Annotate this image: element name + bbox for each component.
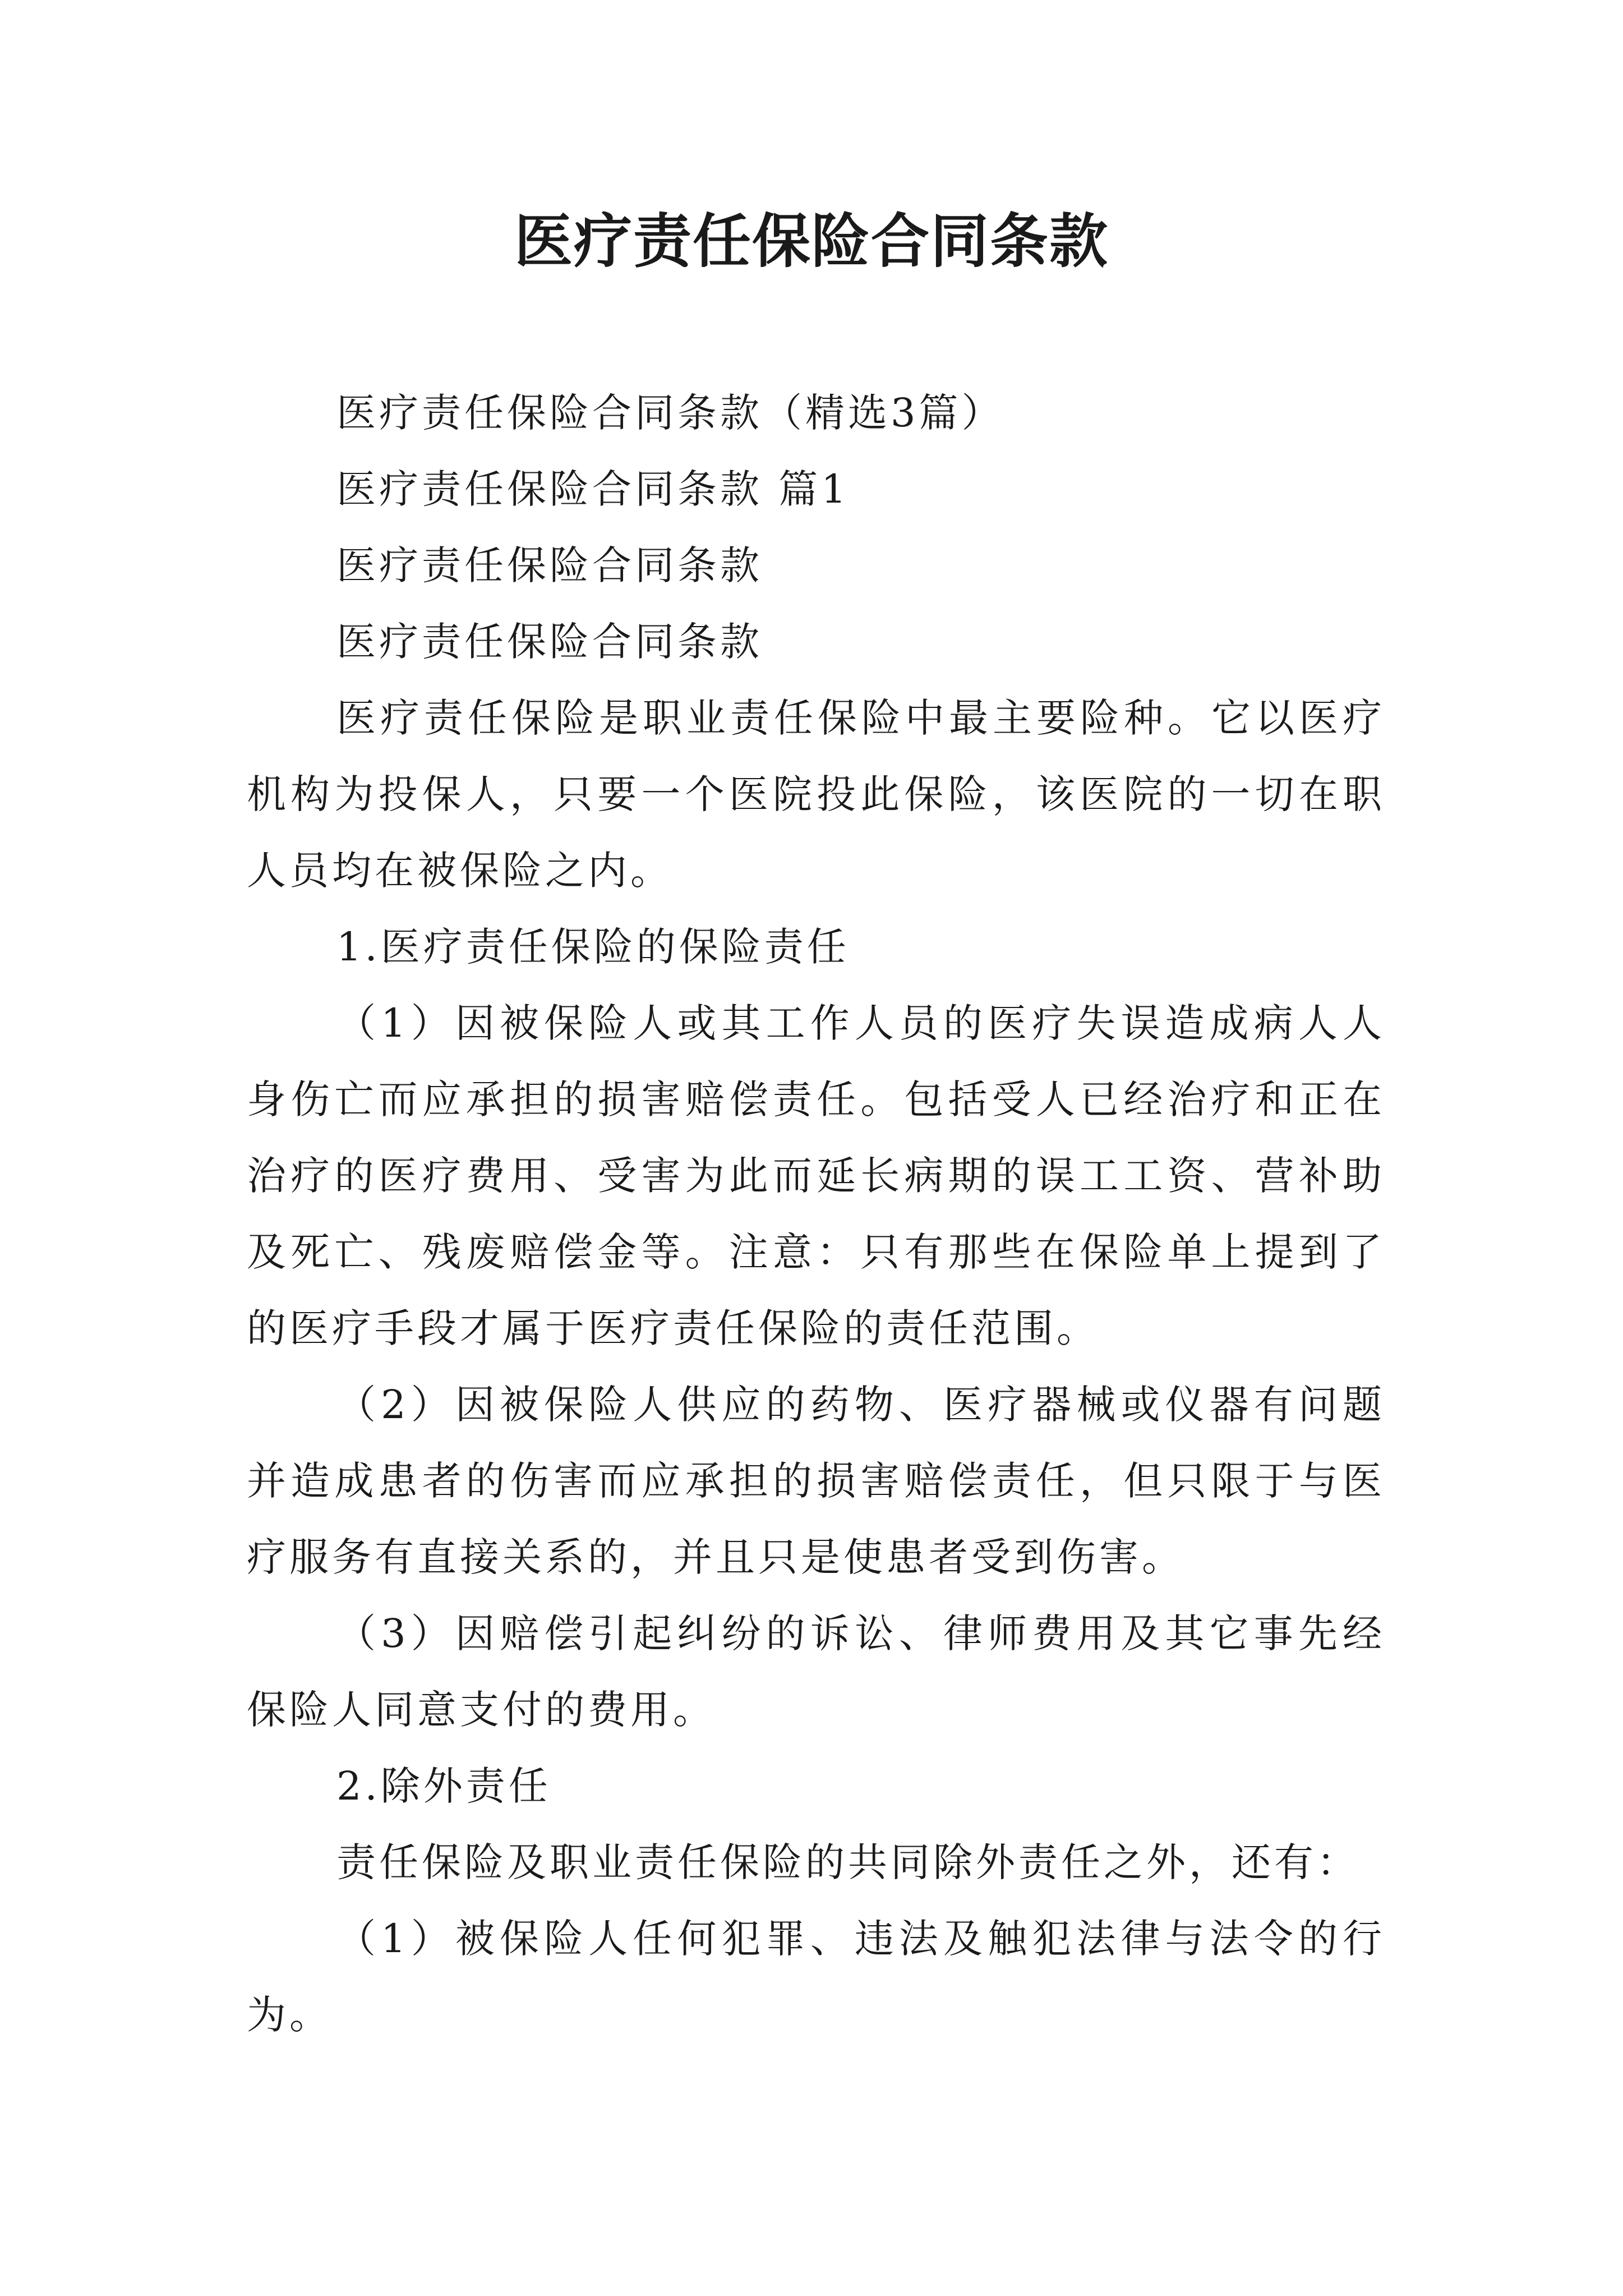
document-body: [247, 375, 1385, 2053]
paragraph-section-1-heading: 1.医疗责任保险的保险责任: [336, 924, 850, 970]
paragraph-exclusions-intro: 责任保险及职业责任保险的共同除外责任之外，还有：: [336, 1839, 1359, 1885]
paragraph-section-2-heading: 2.除外责任: [336, 1763, 551, 1809]
paragraph-intro: 医疗责任保险是职业责任保险中最主要险种。它以医疗机构为投保人，只要一个医院投此保险，该医院的一切在职人员均在被保险之内。: [247, 695, 1385, 894]
paragraph-collection-title: 医疗责任保险合同条款（精选3篇）: [336, 390, 1004, 436]
document-title: 医疗责任保险合同条款: [514, 206, 1109, 275]
paragraph-subtitle-2: 医疗责任保险合同条款: [336, 619, 763, 665]
paragraph-exclusion-item-1: （1）被保险人任何犯罪、违法及触犯法律与法令的行为。: [247, 1916, 1385, 2038]
paragraph-article-heading: 医疗责任保险合同条款 篇1: [336, 466, 850, 512]
paragraph-item-1: （1）因被保险人或其工作人员的医疗失误造成病人人身伤亡而应承担的损害赔偿责任。包括受人已经治疗和正在治疗的医疗费用、受害为此而延长病期的误工工资、营补助及死亡、残废赔偿金等。注意：只有那些在保险单上提到了的医疗手段才属于医疗责任保险的责任范围。: [247, 1000, 1385, 1351]
paragraph-item-3: （3）因赔偿引起纠纷的诉讼、律师费用及其它事先经保险人同意支付的费用。: [247, 1611, 1385, 1733]
paragraph-subtitle-1: 医疗责任保险合同条款: [336, 542, 763, 588]
paragraph-item-2: （2）因被保险人供应的药物、医疗器械或仪器有问题并造成患者的伤害而应承担的损害赔偿责任，但只限于与医疗服务有直接关系的，并且只是使患者受到伤害。: [247, 1382, 1385, 1580]
